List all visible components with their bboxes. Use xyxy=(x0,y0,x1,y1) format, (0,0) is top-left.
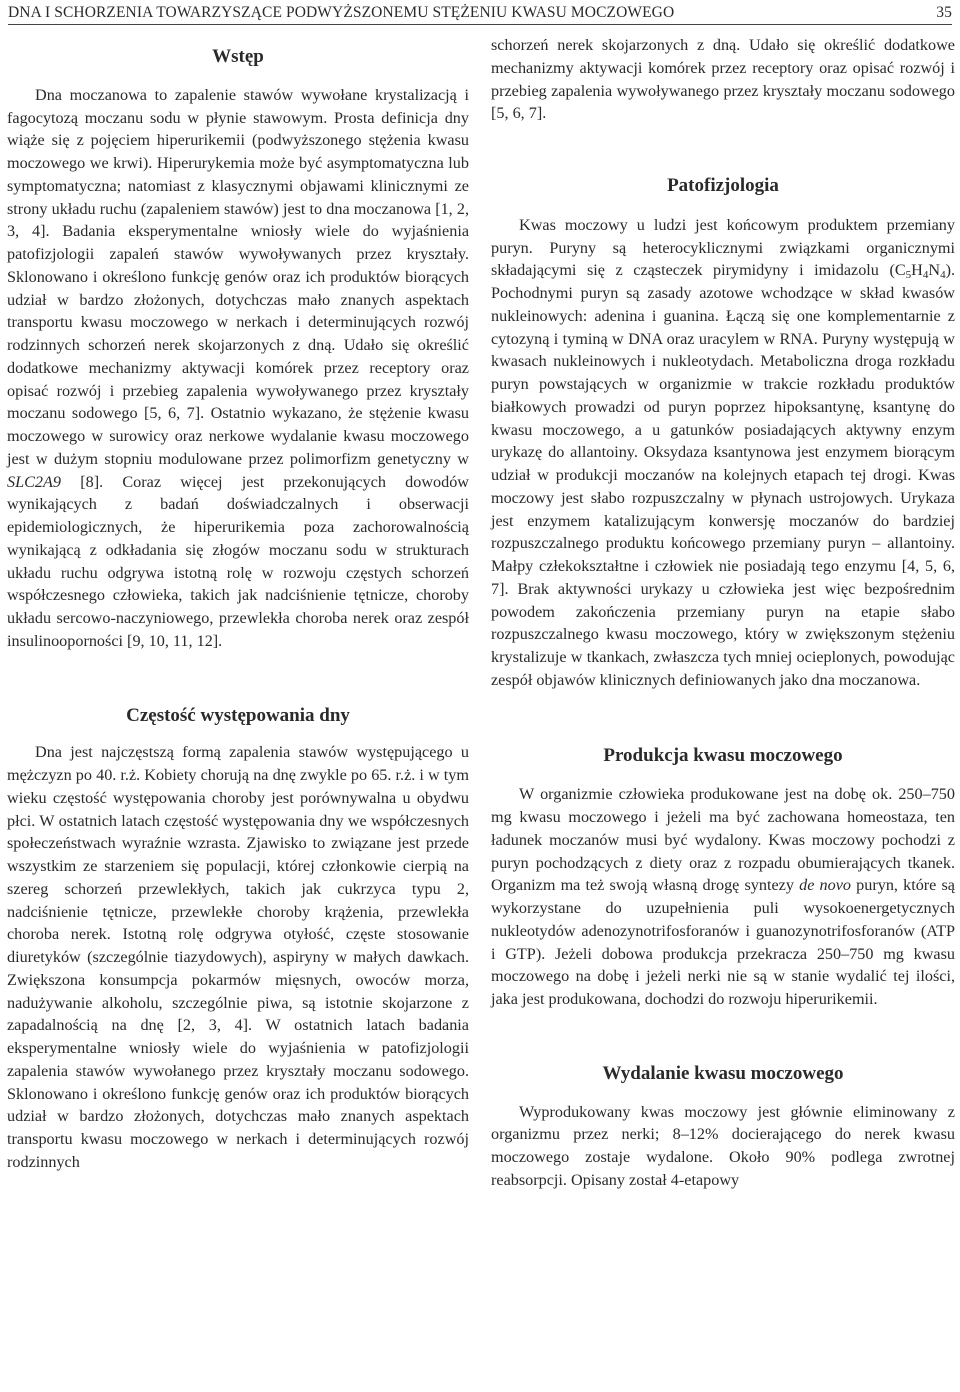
production-text: W organizmie człowieka produkowane jest na dobę ok. 250–750 mg kwasu moczowego i jeżeli ma być zachowana homeostaza, ten ładunek moczanów musi być wydalony. Kwas moczowy pochodzi z puryn pochodzących z diety oraz z rozpadu obumierających tkanek. Organizm ma też swoją własną drogę syntezy xyxy=(491,785,955,895)
running-header xyxy=(8,0,952,25)
continued-paragraph: schorzeń nerek skojarzonych z dną. Udało się określić dodatkowe mechanizmy aktywacji komórek przez receptory oraz opisać rozwój i przebieg zapalenia wywoływanego przez kryształy moczanu sodowego [5, 6, 7]. xyxy=(491,36,955,123)
formula-subscript: 4 xyxy=(940,269,946,282)
introduction-paragraph xyxy=(7,84,469,653)
production-paragraph xyxy=(491,783,955,1011)
excretion-paragraph: Wyprodukowany kwas moczowy jest głównie eliminowany z organizmu przez nerki; 8–12% docierającego do nerek kwasu moczowego zostaje wydalone. Około 90% podlega zwrotnej reabsorpcji. Opisany został 4-etapowy xyxy=(491,1102,955,1189)
formula-element: N xyxy=(928,261,941,280)
formula-element: H xyxy=(911,261,923,280)
frequency-paragraph: Dna jest najczęstszą formą zapalenia stawów występującego u mężczyzn po 40. r.ż. Kobiety chorują na dnę zwykle po 65. r.ż. i w tym wieku częstość występowania choroby jest porównywalna u obydwu płci. W ostatnich latach częstość występowania dny we współczesnych społeczeństwach wyraźnie wzrasta. Zjawisko to związane jest przede wszystkim ze starzeniem się populacji, której członkowie cierpią na szereg schorzeń przewlekłych, takich jak cukrzyca typu 2, nadciśnienie tętnicze, przewlekłe choroby krążenia, przewlekła choroba nerek. Istotną rolę odgrywa otyłość, częste stosowanie diuretyków (szczególnie tiazydowych), aspiryny w małych dawkach. Zwiększona konsumpcja pokarmów mięsnych, owoców morza, nadużywanie alkoholu, szczególnie piwa, są istotnie skojarzone z zapadalnością na dnę [2, 3, 4]. W ostatnich latach badania eksperymentalne wniosły wiele do wyjaśnienia w patofizjologii zapalenia stawów wywołanego przez kryształy moczanu sodowego. Sklonowano i określono funkcję genów oraz ich produktów biorących udział w bardzo złożonych, dotychczas mało znanych aspektach transportu kwasu moczowego w nerkach i determinujących rozwój rodzinnych xyxy=(7,743,469,1171)
introduction-text-end: [8]. Coraz więcej jest przekonujących dowodów wynikających z badań doświadczalnych i obserwacji epidemiologicznych, że hiperurikemia poza zachorowalnością wynikającą z odkładania się złogów moczanu sodu w strukturach układu ruchu odgrywa istotną rolę w rozwoju częstych schorzeń współczesnego człowieka, takich jak nadciśnienie tętnicze, choroby układu sercowo-naczyniowego, przewlekła choroba nerek oraz zespół insulinooporności [9, 10, 11, 12]. xyxy=(7,472,469,650)
right-column xyxy=(491,34,955,1192)
left-column xyxy=(7,34,469,1174)
latin-term: de novo xyxy=(799,876,851,895)
section-heading-production: Produkcja kwasu moczowego xyxy=(603,744,843,766)
pathophysiology-text-end: ). Pochodnymi puryn są zasady azotowe wchodzące w skład kwasów nukleinowych: adenina i guanina. Łączą się one komplementarnie z cytozyną i tyminą w DNA oraz uracylem w RNA. Puryny występują w kwasach nukleinowych i nukleotydach. Metaboliczna droga rozkładu puryn powstających w organizmie w trakcie rozkładu produktów białkowych prowadzi od puryn poprzez hipoksantynę, ksantynę do kwasu moczowego, a u gatunków posiadających aktywny enzym urykazę do allantoiny. Oksydaza ksantynowa jest enzymem biorącym udział w produkcji moczanów na kolejnych etapach tej drogi. Kwas moczowy jest słabo rozpuszczalny w płynach ustrojowych. Urykaza jest enzymem katalizującym konwersję moczanów do bardziej rozpuszczalnego produktu końcowego przemiany puryn – allantoiny. Małpy człekokształtne i człowiek nie posiadają tego enzymu [4, 5, 6, 7]. Brak aktywności urykazy u człowieka jest więc bezpośrednim powodem zakończenia przemiany puryn na etapie słabo rozpuszczalnego kwasu moczowego, który w zwiększonym stężeniu krystalizuje w tkankach, zwłaszcza tych mniej ocieplonych, powodując zespół objawów klinicznych definiowanych jako dna moczanowa. xyxy=(491,261,955,689)
gene-name: SLC2A9 xyxy=(7,472,61,491)
running-title: DNA I SCHORZENIA TOWARZYSZĄCE PODWYŻSZONEMU STĘŻENIU KWASU MOCZOWEGO xyxy=(8,4,675,21)
section-heading-excretion: Wydalanie kwasu moczowego xyxy=(602,1062,844,1084)
section-heading-pathophysiology: Patofizjologia xyxy=(667,175,779,196)
formula-subscript: 4 xyxy=(922,269,929,282)
introduction-text: Dna moczanowa to zapalenie stawów wywołane krystalizacją i fagocytozą moczanu sodu w płynie stawowym. Prosta definicja dny wiąże się z pojęciem hiperurikemii (podwyższonego stężenia kwasu moczowego we krwi). Hiperurykemia może być asymptomatyczna lub symptomatyczna; natomiast z klasycznymi objawami klinicznymi ze strony układu ruchu (zapaleniem stawów) jest to dna moczanowa [1, 2, 3, 4]. Badania eksperymentalne wniosły wiele do wyjaśnienia patofizjologii zapaleń stawów wywoływanych przez kryształy. Sklonowano i określono funkcję genów oraz ich produktów biorących udział w bardzo złożonych, dotychczas mało znanych aspektach transportu kwasu moczowego w nerkach i determinujących rozwój rodzinnych schorzeń nerek skojarzonych z dną. Udało się określić dodatkowe mechanizmy aktywacji komórek przez receptory oraz opisać rozwój i przebieg zapalenia wywoływanego przez kryształy moczanu sodowego [5, 6, 7]. Ostatnio wykazano, że stężenie kwasu moczowego w surowicy oraz nerkowe wydalanie kwasu moczowego jest w dużym stopniu modulowane przez polimorfizm genetyczny w xyxy=(7,85,469,468)
pathophysiology-paragraph xyxy=(491,214,955,692)
formula-subscript: 5 xyxy=(905,269,912,282)
section-heading-introduction: Wstęp xyxy=(212,46,264,67)
pathophysiology-text: Kwas moczowy u ludzi jest końcowym produktem przemiany puryn. Puryny są heterocyklicznymi związkami organicznymi składającymi się z cząsteczek pirymidyny i imidazolu (C xyxy=(491,215,955,280)
section-heading-frequency: Częstość występowania dny xyxy=(126,704,350,726)
production-text-end: puryn, które są wykorzystane do uzupełnienia puli wysokoenergetycznych nukleotydów adenozynotrifosforanów i guanozynotrifosforanów (ATP i GTP). Jeżeli dobowa produkcja przekracza 250–750 mg kwasu moczowego na dobę i jeżeli nerki nie są w stanie wydalić tej ilości, jaka jest produkowana, dochodzi do rozwoju hiperurikemii. xyxy=(491,876,955,1008)
page-number: 35 xyxy=(936,4,952,21)
